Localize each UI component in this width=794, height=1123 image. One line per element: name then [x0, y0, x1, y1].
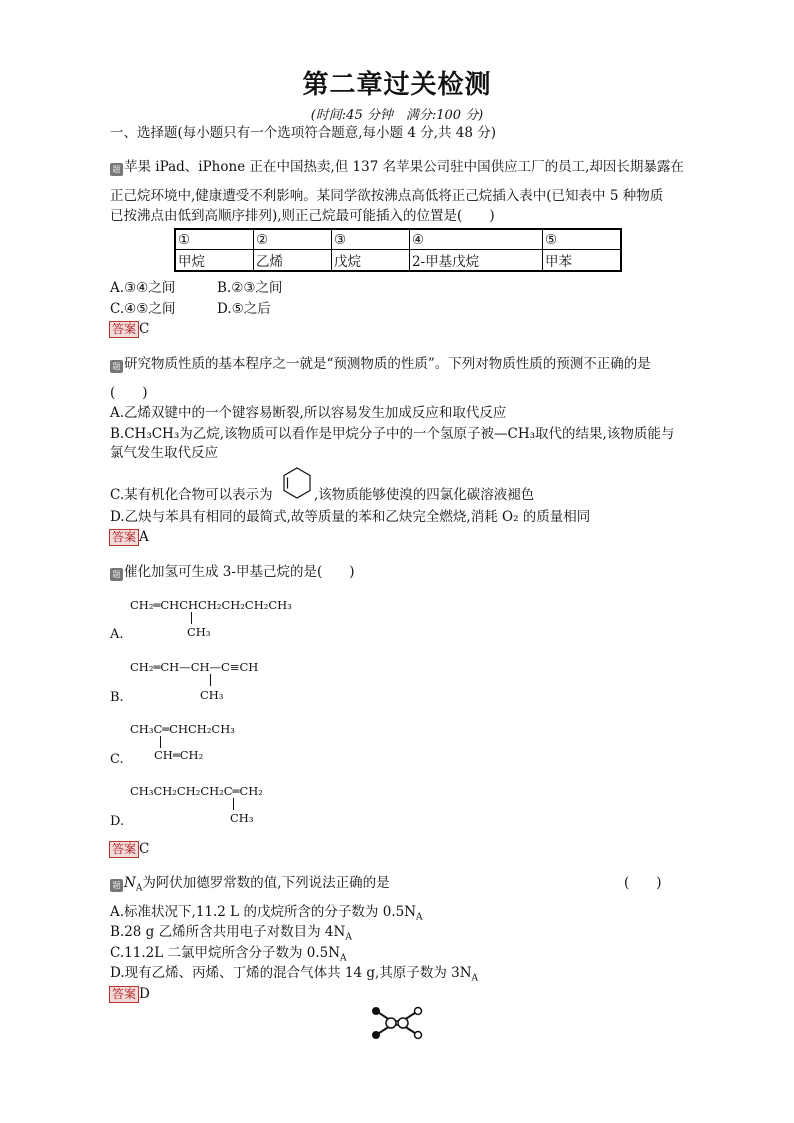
q2-option-b-line2: 氯气发生取代反应 — [110, 445, 218, 461]
q2-option-b-line1: B.CH₃CH₃为乙烷,该物质可以看作是甲烷分子中的一个氢原子被—CH₃取代的结果,该物质能与 — [110, 426, 675, 442]
q3-answer: 答案 C — [109, 840, 149, 858]
table-cell: 甲苯 — [543, 250, 622, 272]
q1-answer: 答案 C — [109, 320, 149, 338]
q3-c-main-chain: CH₃C═CHCH₂CH₃ — [130, 722, 235, 736]
q2-option-a: A.乙烯双键中的一个键容易断裂,所以容易发生加成反应和取代反应 — [110, 405, 507, 421]
q1-option-c: C.④⑤之间 — [110, 301, 176, 317]
bond-line — [210, 674, 211, 686]
q2-line1: 题 研究物质性质的基本程序之一就是“预测物质的性质”。下列对物质性质的预测不正确的是 — [110, 355, 651, 373]
question-icon: 题 — [110, 163, 123, 176]
q1-option-d: D.⑤之后 — [217, 301, 271, 317]
q3-option-d-label: D. — [110, 814, 125, 829]
q3-a-main-chain: CH₂═CHCHCH₂CH₂CH₂CH₃ — [130, 598, 292, 612]
section-heading: 一、选择题(每小题只有一个选项符合题意,每小题 4 分,共 48 分) — [110, 125, 497, 141]
bond-line — [233, 798, 234, 810]
table-header-cell: ⑤ — [543, 229, 622, 250]
table-header-cell: ① — [175, 229, 254, 250]
answer-badge: 答案 — [109, 841, 139, 858]
q2-option-c-post: ,该物质能够使溴的四氯化碳溶液褪色 — [314, 487, 535, 503]
q4-option-b: B.28 g 乙烯所含共用电子对数目为 $4N_A$ — [110, 924, 352, 943]
table-cell: 戊烷 — [332, 250, 410, 272]
q3-b-main-chain: CH₂═CH—CH—C≡CH — [130, 660, 259, 674]
q3-option-c-label: C. — [110, 752, 124, 767]
q4-option-a: A.标准状况下,11.2 L 的戊烷所含的分子数为 $0.5N_A$ — [110, 904, 423, 923]
answer-badge: 答案 — [109, 529, 139, 546]
q3-a-branch: CH₃ — [187, 625, 211, 639]
question-icon: 题 — [110, 360, 123, 373]
table-header-cell: ④ — [410, 229, 543, 250]
q2-line2: ( ) — [110, 385, 148, 401]
answer-badge: 答案 — [109, 986, 139, 1003]
page-title: 第二章过关检测 — [302, 70, 492, 100]
q2-option-d: D.乙炔与苯具有相同的最简式,故等质量的苯和乙炔完全燃烧,消耗 O₂ 的质量相同 — [110, 509, 591, 525]
q1-option-b: B.②③之间 — [217, 280, 283, 296]
q3-c-branch: CH═CH₂ — [154, 748, 204, 762]
q1-line2: 正己烷环境中,健康遭受不利影响。某同学欲按沸点高低将正己烷插入表中(已知表中 5 种物质 — [110, 188, 664, 204]
table-cell: 2-甲基戊烷 — [410, 250, 543, 272]
bond-line — [191, 612, 192, 624]
answer-badge: 答案 — [109, 321, 139, 338]
exam-subtitle: (时间:45 分钟 满分:100 分) — [310, 108, 484, 123]
q4-option-c: C.11.2L 二氯甲烷所含分子数为 $0.5N_A$ — [110, 945, 347, 964]
cyclohexene-ring-icon — [281, 466, 313, 500]
q4-answer-paren: ( ) — [624, 875, 662, 891]
q3-option-b-label: B. — [110, 690, 124, 705]
q3-option-a-label: A. — [110, 627, 124, 642]
molecule-model-icon — [370, 1005, 424, 1041]
q1-option-a: A.③④之间 — [110, 280, 176, 296]
q3-stem: 题 催化加氢可生成 3-甲基己烷的是( ) — [110, 563, 354, 581]
q4-stem: 题 $N_A$为阿伏加德罗常数的值,下列说法正确的是 — [110, 874, 390, 898]
table-cell: 甲烷 — [175, 250, 254, 272]
q4-answer: 答案 D — [109, 985, 150, 1003]
question-icon: 题 — [110, 879, 123, 892]
boiling-point-table — [174, 228, 622, 272]
table-cell: 乙烯 — [254, 250, 332, 272]
bond-line — [160, 736, 161, 748]
q1-line1: 题 苹果 iPad、iPhone 正在中国热卖,但 137 名苹果公司驻中国供应工厂的员工,却因长期暴露在 — [110, 158, 684, 176]
q2-option-c-pre: C.某有机化合物可以表示为 — [110, 487, 273, 503]
q3-d-main-chain: CH₃CH₂CH₂CH₂C═CH₂ — [130, 784, 263, 798]
q3-d-branch: CH₃ — [230, 811, 254, 825]
q4-option-d: D.现有乙烯、丙烯、丁烯的混合气体共 14 g,其原子数为 $3N_A$ — [110, 965, 479, 984]
q3-b-branch: CH₃ — [200, 688, 224, 702]
q2-answer: 答案 A — [109, 528, 149, 546]
q1-line3: 已按沸点由低到高顺序排列),则正己烷最可能插入的位置是( ) — [110, 208, 495, 224]
question-icon: 题 — [110, 568, 123, 581]
table-header-cell: ③ — [332, 229, 410, 250]
table-header-cell: ② — [254, 229, 332, 250]
